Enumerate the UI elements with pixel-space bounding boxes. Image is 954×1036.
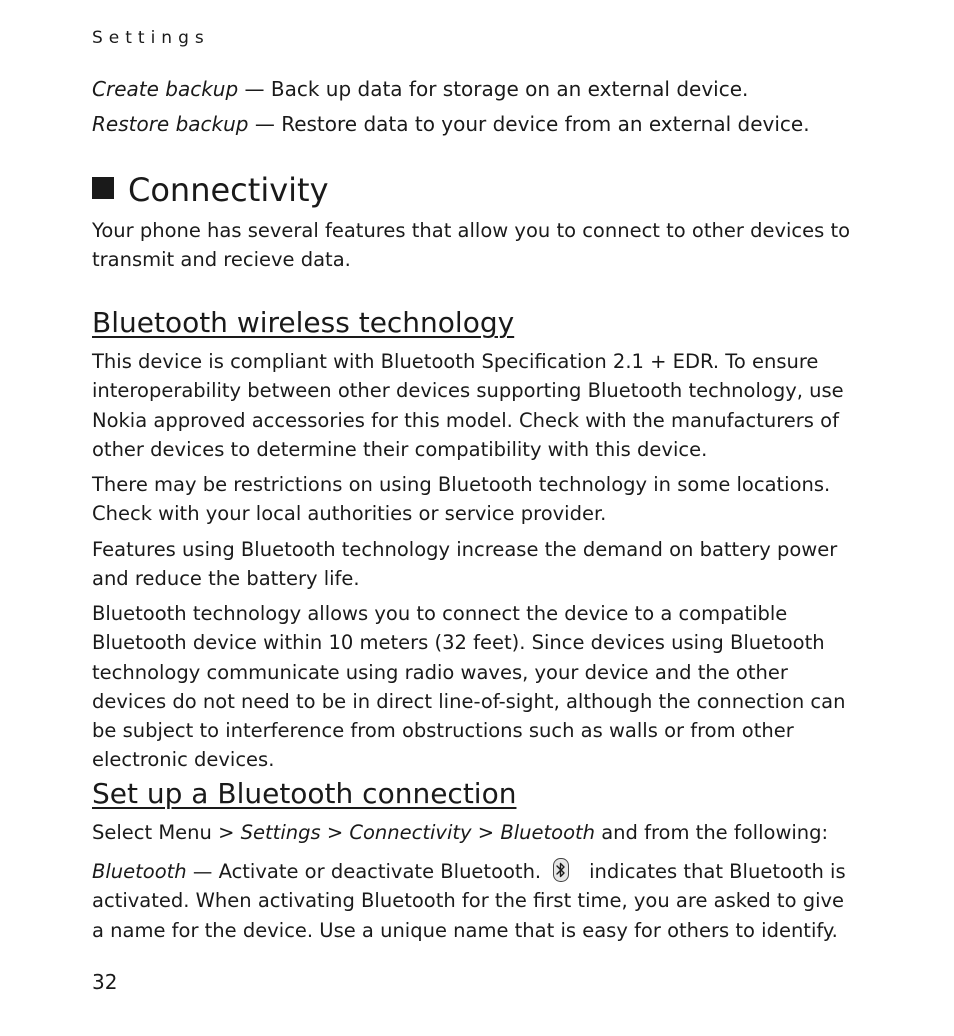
- path-bluetooth: Bluetooth: [500, 821, 596, 844]
- restore-backup-desc: — Restore data to your device from an external device.: [248, 112, 810, 136]
- bluetooth-para-1: This device is compliant with Bluetooth Specification 2.1 + EDR. To ensure interoperability between other devices supporting Bluetooth technology, use Nokia approved accessories for this model. Check with the manufacturers of other devices to determine their compatibility with this device.: [92, 350, 844, 461]
- path-settings: Settings: [240, 821, 321, 844]
- bluetooth-option-desc-end: indicates that Bluetooth is activated. When activating Bluetooth for the first time, you are asked to give a name for the device. Use a unique name that is easy for others to identify.: [92, 860, 846, 942]
- section-title-connectivity: [92, 170, 329, 210]
- path-separator: >: [471, 821, 501, 844]
- bluetooth-option-desc-start: — Activate or deactivate Bluetooth.: [186, 860, 542, 883]
- subheading-bluetooth-tech: Bluetooth wireless technology: [92, 306, 515, 339]
- select-prefix: Select: [92, 821, 159, 844]
- bluetooth-para-3: Features using Bluetooth technology increase the demand on battery power and reduce the battery life.: [92, 538, 838, 591]
- section-title-text: Connectivity: [128, 171, 329, 209]
- section-square-icon: [92, 177, 114, 199]
- bluetooth-para-2: There may be restrictions on using Bluetooth technology in some locations. Check with your local authorities or service provider.: [92, 473, 831, 526]
- path-separator: >: [211, 821, 241, 844]
- menu-label: Menu: [158, 821, 212, 844]
- restore-backup-term: Restore backup: [92, 112, 249, 136]
- create-backup-term: Create backup: [92, 77, 239, 101]
- connectivity-intro: Your phone has several features that allow you to connect to other devices to transmit and recieve data.: [92, 219, 851, 272]
- restore-backup-entry: [92, 110, 810, 139]
- path-connectivity: Connectivity: [349, 821, 472, 844]
- bluetooth-option-term: Bluetooth: [92, 860, 187, 883]
- page-number: 32: [92, 970, 118, 994]
- bluetooth-para-4: Bluetooth technology allows you to connect the device to a compatible Bluetooth device within 10 meters (32 feet). Since devices using Bluetooth technology communicate using radio waves, your device and the other devices do not need to be in direct line-of-sight, although the connection can be subject to interference from obstructions such as walls or from other electronic devices.: [92, 602, 846, 772]
- path-separator: >: [320, 821, 350, 844]
- subheading-setup-bluetooth: Set up a Bluetooth connection: [92, 777, 517, 810]
- bluetooth-option-description: [92, 857, 852, 945]
- select-suffix: and from the following:: [595, 821, 829, 844]
- create-backup-entry: [92, 75, 748, 104]
- bluetooth-icon: [553, 858, 569, 882]
- running-header: Settings: [92, 28, 210, 48]
- create-backup-desc: — Back up data for storage on an external device.: [238, 77, 749, 101]
- menu-path-instruction: [92, 818, 852, 847]
